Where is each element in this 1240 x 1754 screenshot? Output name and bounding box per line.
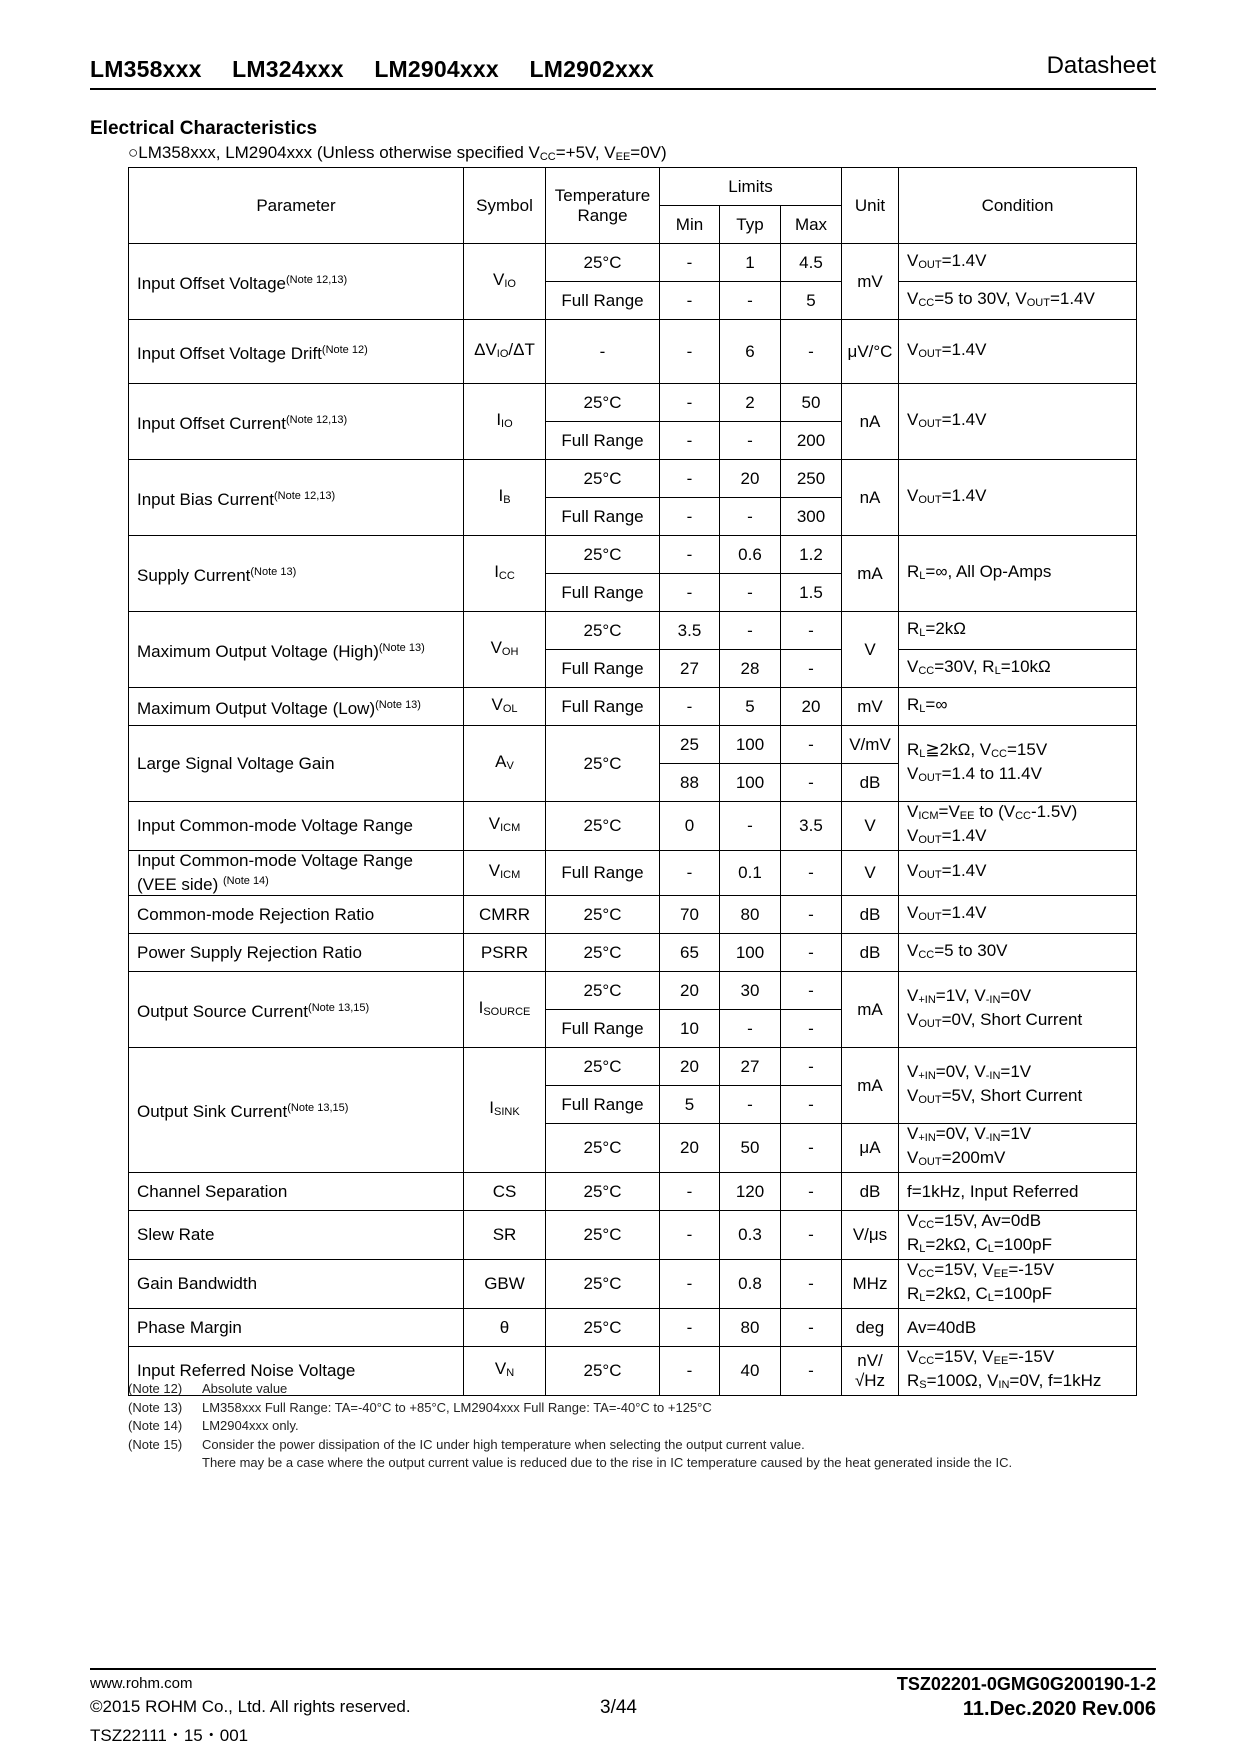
table-row: Output Source Current$^{(Note 13,15)}$ ISOURCE 25°C 20 30 - mA V+IN=1V, V-IN=0V VOUT=0V, Short Current xyxy=(129,972,1137,1010)
header-unit: Unit xyxy=(842,168,899,244)
table-row: Maximum Output Voltage (Low)$^{(Note 13)}$ VOL Full Range - 5 20 mV RL=∞ xyxy=(129,688,1137,726)
electrical-characteristics-table xyxy=(128,167,1137,1396)
note: (Note 15) Consider the power dissipation of the IC under high temperature when selecting the output current value. xyxy=(128,1436,805,1452)
date-revision: 11.Dec.2020 Rev.006 xyxy=(962,1698,1156,1720)
header-symbol: Symbol xyxy=(464,168,546,244)
doc-type: Datasheet xyxy=(1046,52,1156,79)
table-row: Full Range - - 300 xyxy=(129,498,1137,536)
footer-copyright: ©2015 ROHM Co., Ltd. All rights reserved. xyxy=(90,1697,411,1716)
part-numbers xyxy=(90,56,678,83)
footer-divider xyxy=(90,1668,1156,1670)
table-row: Power Supply Rejection Ratio PSRR 25°C 65 100 - dB VCC=5 to 30V xyxy=(129,934,1137,972)
doc-number: TSZ02201-0GMG0G200190-1-2 xyxy=(896,1674,1156,1694)
header-limits: Limits xyxy=(660,168,842,206)
note: There may be a case where the output current value is reduced due to the rise in IC temperature caused by the heat generated inside the IC. xyxy=(202,1455,1013,1470)
section-subtitle: ○LM358xxx, LM2904xxx (Unless otherwise specified VCC=+5V, VEE=0V) xyxy=(128,143,667,163)
part-number: LM2902xxx xyxy=(529,56,655,82)
section-title: Electrical Characteristics xyxy=(90,118,318,139)
table-row: Full Range 10 - - xyxy=(129,1010,1137,1048)
table-row: Input Offset Voltage Drift$^{(Note 12)}$ ΔVIO/ΔT - - 6 - μV/°C VOUT=1.4V xyxy=(129,320,1137,384)
table-row: 25°C 20 50 - μA V+IN=0V, V-IN=1V VOUT=200mV xyxy=(129,1124,1137,1173)
table-row: Full Range 27 28 - VCC=30V, RL=10kΩ xyxy=(129,650,1137,688)
table-row: Full Range - - 5 VCC=5 to 30V, VOUT=1.4V xyxy=(129,282,1137,320)
table-row: Supply Current$^{(Note 13)}$ ICC 25°C - 0.6 1.2 mA RL=∞, All Op-Amps xyxy=(129,536,1137,574)
table-row: Output Sink Current$^{(Note 13,15)}$ ISINK 25°C 20 27 - mA V+IN=0V, V-IN=1V VOUT=5V, Short Current xyxy=(129,1048,1137,1086)
note: (Note 14) LM2904xxx only. xyxy=(128,1418,299,1433)
header-condition: Condition xyxy=(899,168,1137,244)
table-row: Maximum Output Voltage (High)$^{(Note 13)}$ VOH 25°C 3.5 - - V RL=2kΩ xyxy=(129,612,1137,650)
table-row: Input Common-mode Voltage Range VICM 25°C 0 - 3.5 V VICM=VEE to (VCC-1.5V) VOUT=1.4V xyxy=(129,802,1137,851)
table-row: Large Signal Voltage Gain AV 25°C 25 100 - V/mV RL≧2kΩ, VCC=15V VOUT=1.4 to 11.4V xyxy=(129,726,1137,764)
header-typ: Typ xyxy=(720,206,781,244)
table-row: Phase Margin θ 25°C - 80 - deg Av=40dB xyxy=(129,1309,1137,1347)
notes xyxy=(128,1380,1202,1473)
header-max: Max xyxy=(781,206,842,244)
table-row: Full Range - - 1.5 xyxy=(129,574,1137,612)
table-row: Input Bias Current$^{(Note 12,13)}$ IB 25°C - 20 250 nA VOUT=1.4V xyxy=(129,460,1137,498)
page-number: 3/44 xyxy=(600,1697,637,1718)
table-row: Gain Bandwidth GBW 25°C - 0.8 - MHz VCC=15V, VEE=-15V RL=2kΩ, CL=100pF xyxy=(129,1260,1137,1309)
note: (Note 13) LM358xxx Full Range: TA=-40°C to +85°C, LM2904xxx Full Range: TA=-40°C to +125°C xyxy=(128,1399,712,1415)
footer-code: TSZ22111・15・001 xyxy=(90,1726,249,1745)
table-row: Full Range - - 200 xyxy=(129,422,1137,460)
part-number: LM358xxx xyxy=(90,56,202,82)
header-parameter: Parameter xyxy=(129,168,464,244)
note: (Note 12) Absolute value xyxy=(128,1381,288,1396)
part-number: LM324xxx xyxy=(232,56,344,82)
table-row: Input Referred Noise Voltage VN 25°C - 40 - nV/√Hz VCC=15V, VEE=-15V RS=100Ω, VIN=0V, f=1kHz xyxy=(129,1347,1137,1396)
table-row: 88 100 - dB xyxy=(129,764,1137,802)
header-min: Min xyxy=(660,206,720,244)
footer-url[interactable]: www.rohm.com xyxy=(90,1675,193,1692)
table-row: Common-mode Rejection Ratio CMRR 25°C 70 80 - dB VOUT=1.4V xyxy=(129,896,1137,934)
table-row: Input Offset Current$^{(Note 12,13)}$ IIO 25°C - 2 50 nA VOUT=1.4V xyxy=(129,384,1137,422)
header-temperature: Temperature Range xyxy=(546,168,660,244)
page-header xyxy=(90,52,1156,90)
table-row: Input Offset Voltage$^{(Note 12,13)}$ VIO 25°C - 1 4.5 mV VOUT=1.4V xyxy=(129,244,1137,282)
part-number: LM2904xxx xyxy=(374,56,499,82)
table-row: Channel Separation CS 25°C - 120 - dB f=1kHz, Input Referred xyxy=(129,1173,1137,1211)
table-row: Input Common-mode Voltage Range (VEE side) $^{(Note 14)}$ VICM Full Range - 0.1 - V VOUT=1.4V xyxy=(129,851,1137,896)
table-row: Full Range 5 - - xyxy=(129,1086,1137,1124)
table-row: Slew Rate SR 25°C - 0.3 - V/μs VCC=15V, Av=0dB RL=2kΩ, CL=100pF xyxy=(129,1211,1137,1260)
